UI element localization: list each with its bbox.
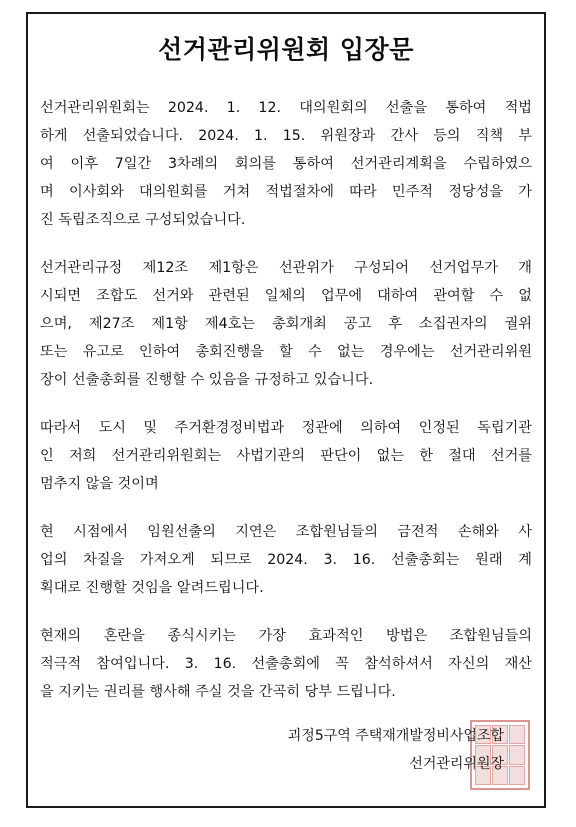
- paragraph-1: [40, 94, 532, 234]
- paragraph-3: [40, 414, 532, 498]
- paragraph-line: 업의 차질을 가져오게 되므로 2024. 3. 16. 선출총회는 원래 계: [40, 552, 532, 568]
- paragraph-line: 현 시점에서 임원선출의 지연은 조합원님들의 금전적 손해와 사: [40, 524, 532, 540]
- paragraph-line: 장이 선출총회를 진행할 수 있음을 규정하고 있습니다.: [40, 372, 374, 388]
- paragraph-line: 여 이후 7일간 3차례의 회의를 통하여 선거관리계획을 수립하였으: [40, 156, 532, 172]
- paragraph-5: [40, 622, 532, 706]
- paragraph-line: 선거관리위원회는 2024. 1. 12. 대의원회의 선출을 통하여 적법: [40, 100, 532, 116]
- document-title: 선거관리위원회 입장문: [158, 35, 414, 64]
- paragraph-4: [40, 518, 532, 602]
- paragraph-line: 획대로 진행할 것임을 알려드립니다.: [40, 580, 264, 596]
- document-frame: [26, 12, 546, 808]
- paragraph-line: 으며, 제27조 제1항 제4호는 총회개최 공고 후 소집권자의 궐위: [40, 316, 532, 332]
- signature-role: 선거관리위원장: [409, 756, 504, 772]
- signature-block: [288, 722, 504, 778]
- paragraph-line: 인 저희 선거관리위원회는 사법기관의 판단이 없는 한 절대 선거를: [40, 448, 532, 464]
- paragraph-line: 시되면 조합도 선거와 관련된 일체의 업무에 대하여 관여할 수 없: [40, 288, 532, 304]
- paragraph-line: 또는 유고로 인하여 총회진행을 할 수 없는 경우에는 선거관리위원: [40, 344, 532, 360]
- paragraph-line: 진 독립조직으로 구성되었습니다.: [40, 212, 246, 228]
- paragraph-line: 적극적 참여입니다. 3. 16. 선출총회에 꼭 참석하셔서 자신의 재산: [40, 656, 532, 672]
- signature-organization: 괴정5구역 주택재개발정비사업조합: [287, 728, 504, 744]
- document-body: [40, 94, 532, 726]
- paragraph-line: 며 이사회와 대의원회를 거쳐 적법절차에 따라 민주적 정당성을 가: [40, 184, 532, 200]
- paragraph-line: 멈추지 않을 것이며: [40, 476, 159, 492]
- paragraph-line: 을 지키는 권리를 행사해 주실 것을 간곡히 당부 드립니다.: [40, 684, 396, 700]
- paragraph-line: 하게 선출되었습니다. 2024. 1. 15. 위원장과 간사 등의 직책 부: [40, 128, 532, 144]
- paragraph-2: [40, 254, 532, 394]
- paragraph-line: 현재의 혼란을 종식시키는 가장 효과적인 방법은 조합원님들의: [40, 628, 532, 644]
- paragraph-line: 선거관리규정 제12조 제1항은 선관위가 구성되어 선거업무가 개: [40, 260, 532, 276]
- paragraph-line: 따라서 도시 및 주거환경정비법과 정관에 의하여 인정된 독립기관: [40, 420, 532, 436]
